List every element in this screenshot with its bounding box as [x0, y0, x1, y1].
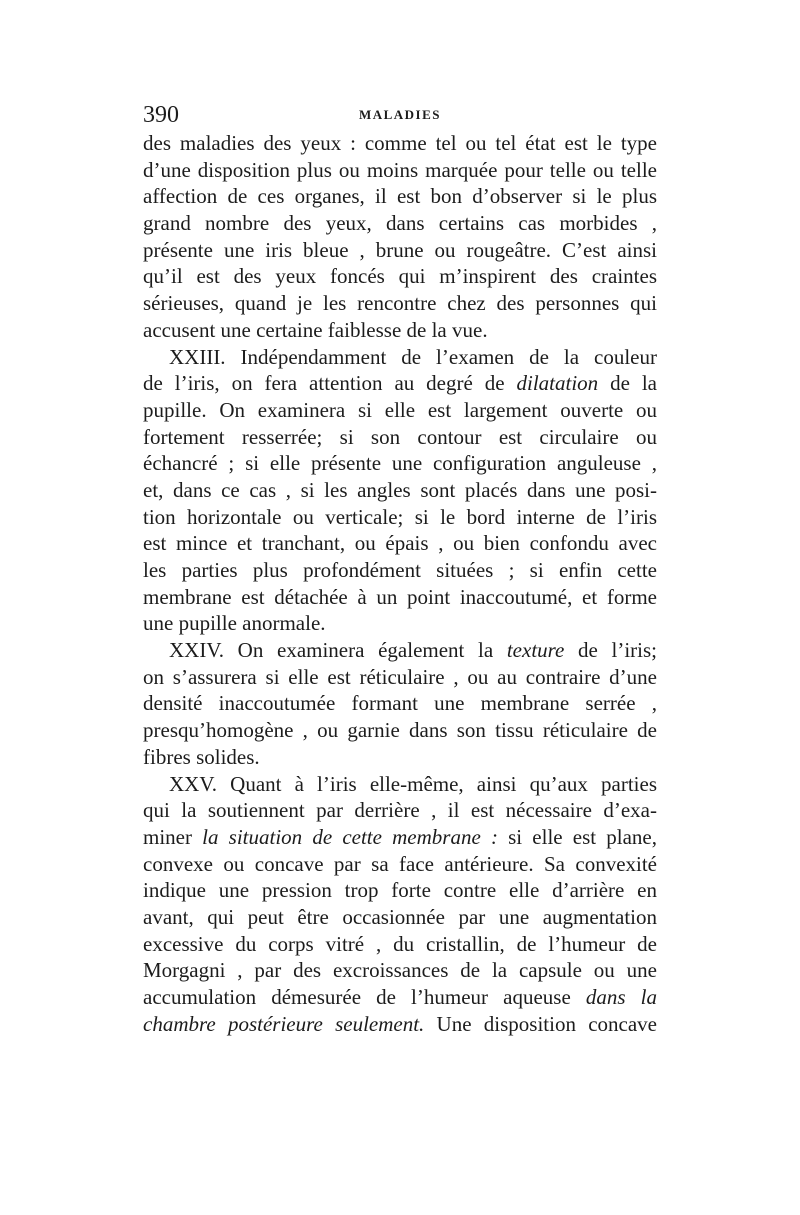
text-line: sérieuses, quand je les rencontre chez des personnes qui	[143, 291, 657, 316]
text-line: et, dans ce cas , si les angles sont placés dans une posi-	[143, 477, 657, 502]
text-line: accusent une certaine faiblesse de la vue.	[143, 317, 488, 342]
text-line: échancré ; si elle présente une configuration anguleuse ,	[143, 451, 657, 476]
text-line: excessive du corps vitré , du cristallin, de l’humeur de	[143, 931, 657, 956]
text-line: pupille. On examinera si elle est largement ouverte ou	[143, 397, 657, 422]
italic-term: dilatation	[516, 371, 599, 396]
text-line: Morgagni , par des excroissances de la capsule ou une	[143, 958, 657, 983]
text-line: affection de ces organes, il est bon d’observer si le plus	[143, 184, 657, 209]
text-line: miner la situation de cette membrane : si elle est plane,	[143, 824, 658, 849]
italic-phrase: dans la	[585, 985, 657, 1009]
text-line: convexe ou concave par sa face antérieure. Sa convexité	[143, 851, 657, 876]
text-line: presqu’homogène , ou garnie dans son tissu réticulaire de	[143, 718, 657, 743]
text-line: de l’iris, on fera attention au degré de dilatation de la	[143, 371, 657, 396]
text-line: grand nombre des yeux, dans certains cas morbides ,	[143, 211, 657, 236]
text-line: est mince et tranchant, ou épais , ou bien confondu avec	[143, 531, 657, 556]
text-line: avant, qui peut être occasionnée par une augmentation	[143, 904, 657, 929]
text-line: une pupille anormale.	[143, 611, 326, 636]
text-line: on s’assurera si elle est réticulaire , ou au contraire d’une	[143, 664, 657, 689]
text-line: tion horizontale ou verticale; si le bord interne de l’iris	[143, 504, 657, 529]
section-heading-line-xxiii: XXIII. Indépendamment de l’examen de la couleur	[169, 344, 657, 369]
section-heading-line-xxv: XXV. Quant à l’iris elle-même, ainsi qu’aux parties	[169, 771, 657, 796]
page-number: 390	[143, 102, 179, 128]
text-line: fortement resserrée; si son contour est circulaire ou	[143, 424, 657, 449]
text-line: présente une iris bleue , brune ou rougeâtre. C’est ainsi	[143, 237, 657, 262]
text-line: accumulation démesurée de l’humeur aqueuse dans la	[143, 985, 657, 1009]
text-line: fibres solides.	[143, 744, 260, 769]
text-line: densité inaccoutumée formant une membrane serrée ,	[143, 691, 657, 716]
running-head: MALADIES	[358, 107, 442, 122]
text-line: membrane est détachée à un point inaccoutumé, et forme	[143, 584, 657, 609]
text-line: les parties plus profondément situées ; si enfin cette	[143, 558, 657, 582]
italic-phrase: la situation de cette membrane :	[202, 824, 498, 849]
italic-term: texture	[506, 638, 565, 663]
text-line: d’une disposition plus ou moins marquée pour telle ou telle	[143, 157, 657, 182]
text-line: chambre postérieure seulement. Une disposition concave	[143, 1011, 657, 1036]
text-line: indique une pression trop forte contre elle d’arrière en	[143, 878, 657, 903]
section-heading-line-xxiv: XXIV. On examinera également la texture de l’iris;	[169, 638, 657, 663]
text-line: qui la soutiennent par derrière , il est nécessaire d’exa-	[143, 798, 657, 823]
text-line: des maladies des yeux : comme tel ou tel état est le type	[143, 131, 657, 155]
italic-phrase: chambre postérieure seulement.	[143, 1011, 425, 1036]
page-header	[143, 100, 657, 130]
text-line: qu’il est des yeux foncés qui m’inspirent des craintes	[143, 264, 657, 289]
body-text	[143, 130, 657, 1037]
